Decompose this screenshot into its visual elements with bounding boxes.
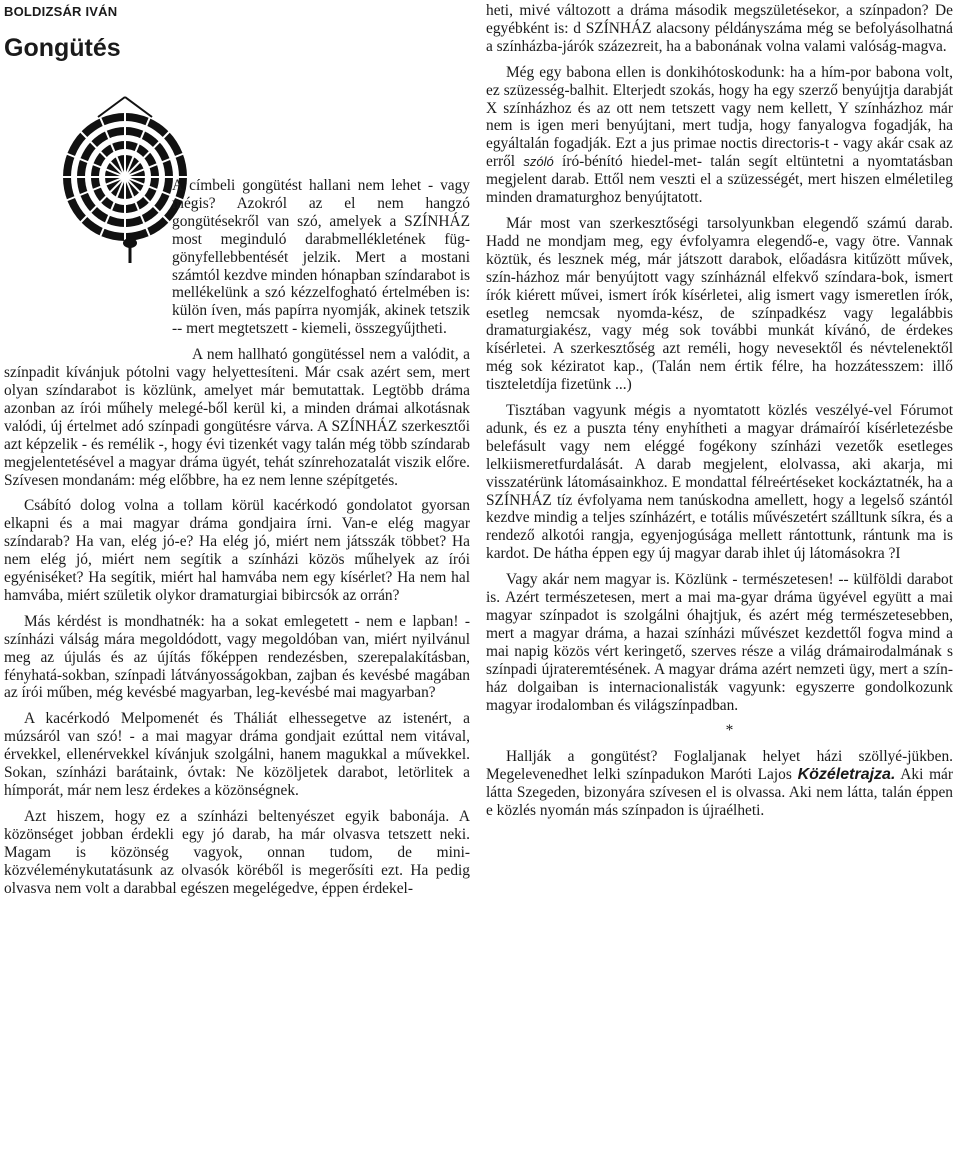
paragraph: Tisztában vagyunk mégis a nyomtatott közlés veszélyé-vel Fórumot adunk, és ez a puszta tény enyhítheti a magyar drámaíróí kísérletezésbe belefásult vagy nem eléggé fogékony színházi vezetők esetleges lelkiismeretfurdalását. A darab megjelent, elolvassa, aki akarja, mi visszatérünk látomásainkhoz. E mondattal félreértéseket kockáztatnék, ha a SZÍNHÁZ tíz évfolyama nem tanúskodna amellett, hogy a legelső szántól kezdve mindig a teljes színházért, e totális művészetért szálltunk síkra, és a rendező alkotói rangja, egyenjogúsága mellett rántottunk, rántunk ma is kardot. De hátha éppen egy új magyar darab ihlet új látomásokra ?I (486, 402, 953, 563)
paragraph-text: Hallják a gongütést? Foglaljanak helyet házi szöllyé-jükben. Megelevenedhet lelki színpadukon Maróti Lajos (486, 748, 953, 784)
paragraph (486, 748, 953, 820)
paragraph-text: író-bénító hiedel-met- talán segít eltüntetni a nyomtatásban megjelent darab. Ettől nem veszti el a szüzességét, mert hiszen elméletileg minden dramaturghoz benyújtatott. (486, 153, 953, 207)
logo-wrap-space (4, 177, 170, 357)
paragraph (486, 64, 953, 207)
article-title: Gongütés (4, 34, 121, 62)
paragraph: Már most van szerkesztőségi tarsolyunkban elegendő számú darab. Hadd ne mondjam meg, egy évfolyamra elegendő-e, vagy ötre. Vannak köztük, és lesznek még, már játszott darabok, előadásra kitűzött művek, szín-házhoz már benyújtott vagy színháznál elfekvő színdara-bok, ismert írók kiérett művei, ismert írók kísérletei, alig ismert vagy ismeretlen írók, esetleg nemcsak nyomda-kész, de színpadkész vagy legalábbis dramaturgiakész, vagy még sok további munkát kívánó, de érdekes kísérletei. A szerkesztőség azt reméli, hogy nevesektől és névtelenektől még sok kéziratot kap., (Talán nem értik félre, ha hozzátesszem: illő tiszteletdíja fizetünk ...) (486, 214, 953, 394)
paragraph-text: Még egy babona ellen is donkihótoskodunk: ha a hím-por babona volt, ez szüzesség-balhit. Elterjedt szokás, hogy ha egy szerző benyújtja darabját X színházhoz és az ott nem tetszett vagy nem kellett, Y színházhoz már nem is igen meri benyújtani, mert tudja, hogy fanyalogva fogadják, ha egyáltalán fogadják. Ezt a jus primae noctis directoris-t - vagy akár csak az erről (486, 63, 953, 171)
paragraph: Más kérdést is mondhatnék: ha a sokat emlegetett - nem e lapban! - színházi válság mára megoldódott, vagy megoldóban van, miért nyilvánul meg az újulás és az újítás főképpen rendezésben, szerepalakításban, fényhatá-sokban, színpadi látványosságokban, zajban és kevésbé magában az írói műben, még kevésbé magyarban, leg-kevésbé mai magyarban? (4, 612, 470, 702)
paragraph: Vagy akár nem magyar is. Közlünk - természetesen! -- külföldi darabot is. Azért természetesen, mert a mai ma-gyar dráma ügyével együtt a mai magyar színpadot is szolgálni óhajtjuk, és azért még természetesebben, mert a magyar dráma, a hazai színházi művészet kezdettől fogva mind a mai napig közös vért keringető, szerves része a világ drámairodalmának s színpadi újrateremtésének. A magyar dráma azért nemzeti ügy, mert a szín-ház dolgaiban is internacionalisták vagyunk: egyszerre gondolkozunk magyar irodalomban és világszínpadban. (486, 571, 953, 714)
paragraph: Csábító dolog volna a tollam körül kacérkodó gondolatot gyorsan elkapni és a mai magyar dráma gondjaira írni. Van-e elég magyar színdarab? Ha van, elég jó-e? Ha elég jó, miért nem játsszák többet? Ha nem elég jó, miért nem segítik a színházi közös műhelyek az írói egyéniséket? Ha segítik, miért hal hamvába nem egy kísérlet? Ha nem hal hamvába, miért születik olykor dramaturgiai bibircsók az orrán? (4, 497, 470, 604)
paragraph: Azt hiszem, hogy ez a színházi beltenyészet egyik babonája. A közönséget jobban érdekli egy jó darab, ha már olvasva tetszett neki. Magam is közönség vagyok, onnan tudom, de mini-közvéleménykutatásunk az olvasók köréből is megerősíti ezt. Ha pedig olvasva nem volt a darabbal egészen megelégedve, éppen érdekel- (4, 807, 470, 897)
left-column (4, 177, 470, 905)
paragraph: A kacérkodó Melpomenét és Tháliát elhessegetve az istenért, a múzsáról van szó! - a mai magyar dráma gondjait ezúttal nem vitával, érvekkel, ellenérvekkel kívánjuk szolgálni, hanem magukkal a művekkel. Sokan, színházi barátaink, óvtak: Ne közöljetek darabot, letörlitek a hímporát, már nem lesz érdekes a közönségnek. (4, 710, 470, 799)
play-title: Közéletrajza. (797, 766, 896, 784)
right-column (486, 2, 953, 828)
italic-word: szóló (523, 154, 554, 170)
paragraph-text: Aki már látta Szegeden, bizonyára szívesen el is olvassa. Aki nem látta, talán éppen e közlés nyomán más színpadon is újraélheti. (486, 766, 954, 820)
author-name: BOLDIZSÁR IVÁN (4, 4, 118, 19)
paragraph-text: A címbeli gongütést hallani nem lehet - vagy mégis? Azokról az el nem hangzó gongütésekről van szó, amelyek a SZÍNHÁZ most meginduló darabmellékletének füg-gönyfellebbentését jelzik. Mert a mostani számtól kezdve minden hónapban színdarabot is mellékelünk a szó kézzelfogható értelmében is: külön íven, más papírra nyomják, akinek tetszik -- mert megtetszett - kiemeli, összegyűjtheti. (172, 177, 470, 338)
paragraph (4, 177, 470, 338)
paragraph: heti, mivé változott a dráma második megszületésekor, a színpadon? De egyébként is: d SZÍNHÁZ alacsony példányszáma még se befolyásolhatná a színházba-járók százezreit, ha a babonának volna valami valóság-magva. (486, 2, 953, 55)
paragraph: A nem hallható gongütéssel nem a valódit, a színpadit kívánjuk pótolni vagy helyettesíteni. Már csak azért sem, mert olyan színdarabot is közlünk, amelyet már bemutattak. Legtöbb dráma azonban az írói műhely melegé-ből kerül ki, a minden drámai alkotásnak valódi, új értelmet adó színpadi gongütésre várva. A SZÍNHÁZ szerkesztői azt képzelik - és remélik -, hogy évi tizenkét vagy talán még több színdarab megjelentetésével a magyar dráma ügyét, tehát színrehozatalát viszik előre. Szívesen mondanám: még előbbre, ha ez nem lenne szépítgetés. (4, 346, 470, 489)
section-divider: * (725, 722, 734, 740)
